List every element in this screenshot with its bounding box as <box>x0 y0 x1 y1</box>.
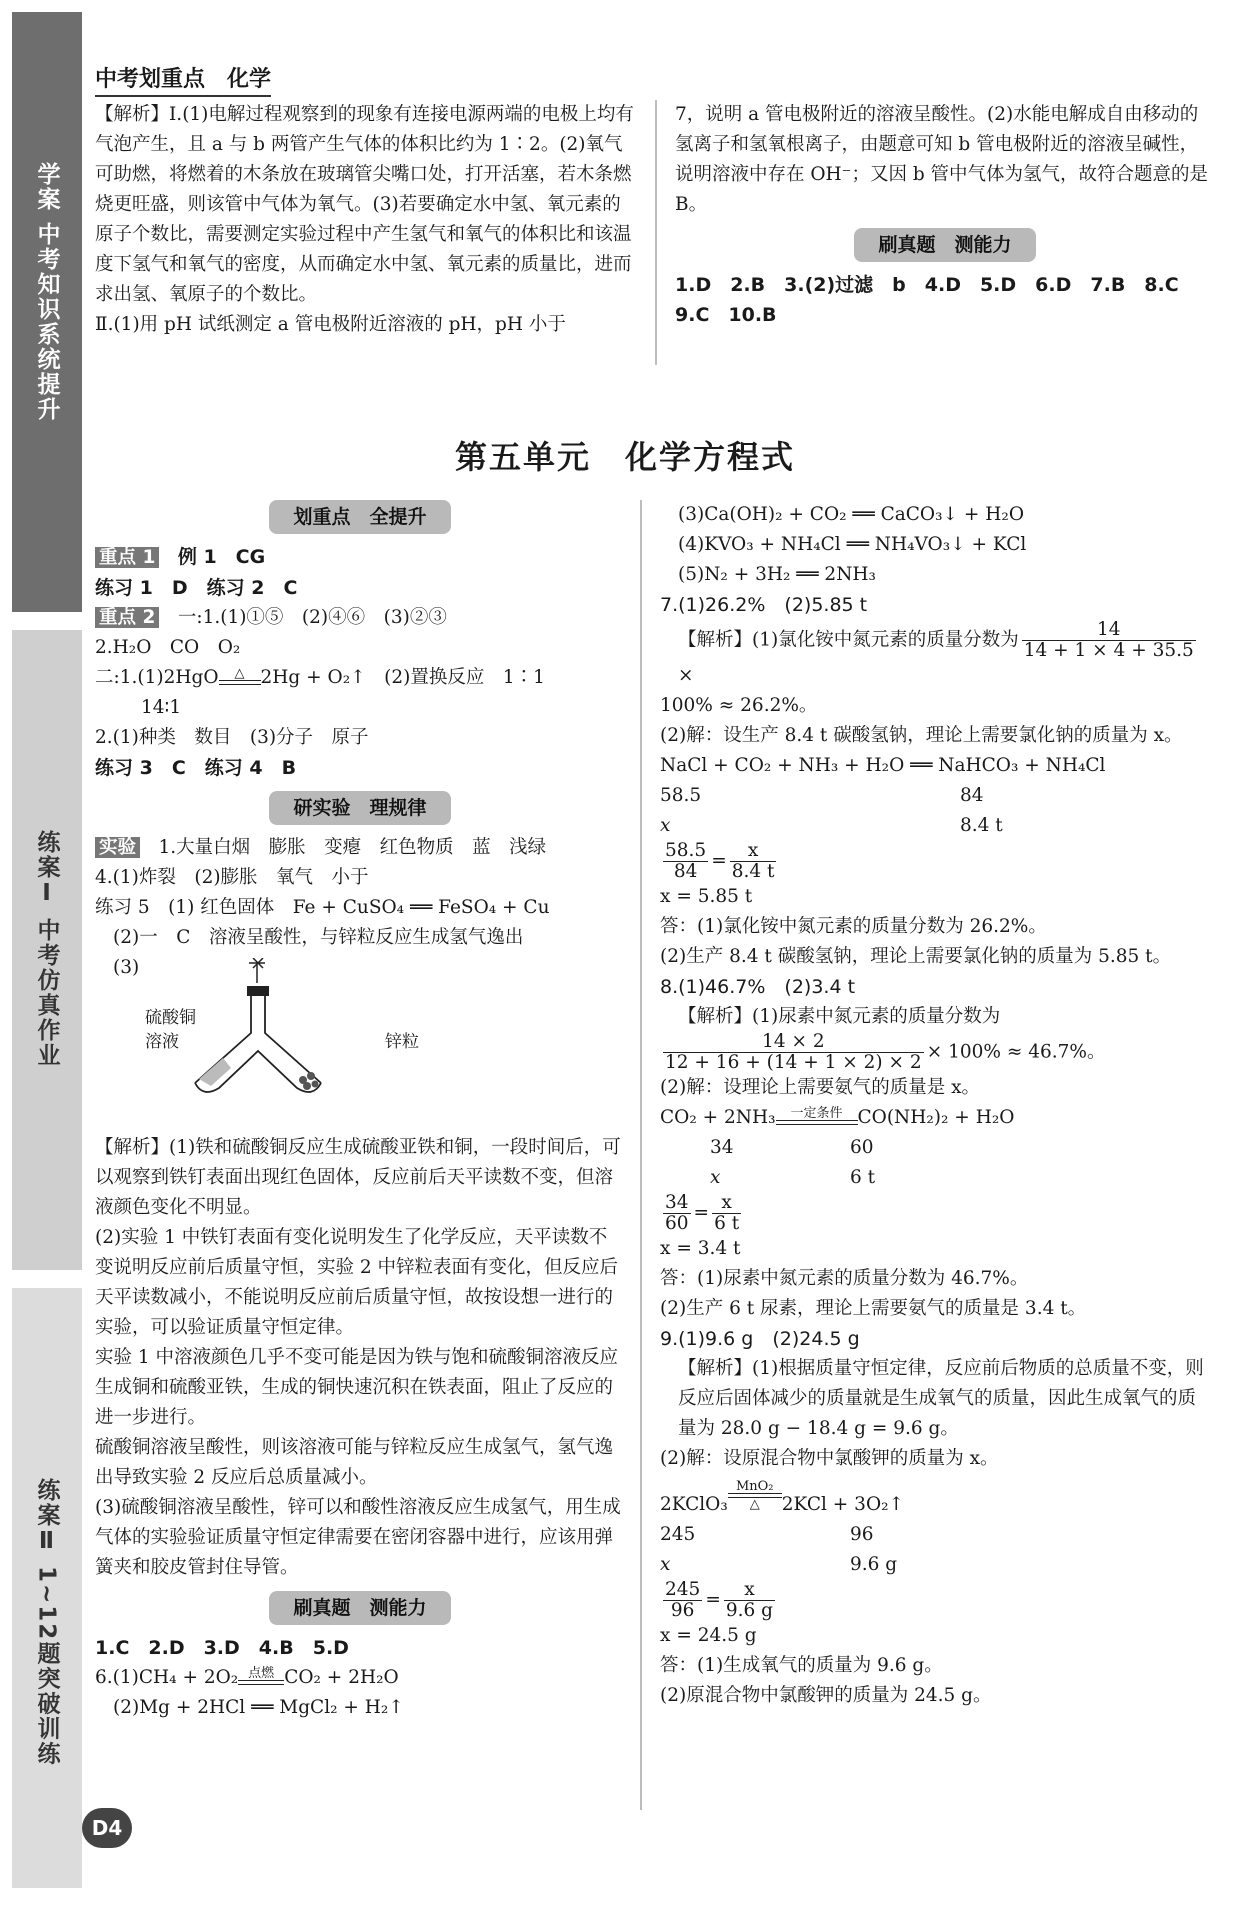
sidebar-tab-practice-2: 练案Ⅱ 1~12题突破训练 <box>12 1288 82 1888</box>
result-line: x = 24.5 g <box>660 1625 757 1646</box>
analysis-paragraph: 7，说明 a 管电极附近的溶液呈酸性。(2)水能电解成自由移动的氢离子和氢氧根离子，由题意可知 b 管电极附近的溶液呈碱性，说明溶液中存在 OH⁻；又因 b 管中气体为氢气，故符合题意的是 B。 <box>675 104 1209 215</box>
answer-line: 7.(1)26.2% (2)5.85 t <box>660 594 868 616</box>
analysis-line: 【解析】(1)氯化铵中氮元素的质量分数为 $\frac{14}{14 + 1 \times 4 + 35.5}$ × <box>678 619 1194 686</box>
answer-line: 8.(1)46.7% (2)3.4 t <box>660 976 856 998</box>
figure-label: 锌粒 <box>385 1032 419 1052</box>
right-column <box>660 500 1210 1711</box>
analysis-paragraph: 硫酸铜溶液呈酸性，则该溶液可能与锌粒反应生成氢气，氢气逸出导致实验 2 反应后总质量减小。 <box>95 1437 614 1488</box>
exercise-answers: 练习 3 C 练习 4 B <box>95 757 297 779</box>
figure-label: 硫酸铜 <box>145 1008 196 1028</box>
answer-line: (3) <box>113 957 140 978</box>
answer-statement: 答：(1)生成氧气的质量为 9.6 g。 <box>660 1655 943 1676</box>
analysis-line: 【解析】(1)尿素中氮元素的质量分数为 <box>678 1006 1001 1027</box>
analysis-line: (2)解：设原混合物中氯酸钾的质量为 x。 <box>660 1448 999 1469</box>
answer-line: 1.大量白烟 膨胀 变瘪 红色物质 蓝 浅绿 <box>158 837 547 858</box>
mass-row: 58.5 84 <box>660 785 984 806</box>
answer-statement: (2)生产 6 t 尿素，理论上需要氨气的质量是 3.4 t。 <box>660 1298 1087 1319</box>
top-left-column <box>95 100 635 340</box>
analysis-line: 100% ≈ 26.2%。 <box>660 695 818 716</box>
answer-statement: (2)原混合物中氯酸钾的质量为 24.5 g。 <box>660 1685 992 1706</box>
equation-line: (2)Mg + 2HCl ══ MgCl₂ + H₂↑ <box>113 1697 404 1718</box>
key-point-tag: 重点 2 <box>95 607 159 628</box>
analysis-line: (2)解：设生产 8.4 t 碳酸氢钠，理论上需要氯化钠的质量为 x。 <box>660 725 1183 746</box>
mass-row: x 8.4 t <box>660 815 1003 836</box>
page-number: D4 <box>82 1808 132 1848</box>
top-right-column <box>675 100 1215 330</box>
equation-line: (4)KVO₃ + NH₄Cl ══ NH₄VO₃↓ + KCl <box>678 534 1027 555</box>
answer-statement: 答：(1)尿素中氮元素的质量分数为 46.7%。 <box>660 1268 1029 1289</box>
equation-line: 6.(1)CH₄ + 2O₂ 点燃 CO₂ + 2H₂O <box>95 1666 399 1688</box>
section-banner: 刷真题 测能力 <box>854 228 1035 262</box>
exercise-answers: 练习 1 D 练习 2 C <box>95 577 298 599</box>
proportion: $\frac{245}{96}$ = $\frac{x}{9.6 g}$ <box>665 1579 773 1621</box>
section-banner: 划重点 全提升 <box>269 500 450 534</box>
section-banner: 刷真题 测能力 <box>269 1591 450 1625</box>
mass-row: 245 96 <box>660 1524 874 1545</box>
answer-line: 14∶1 <box>141 697 182 718</box>
answer-line: 练习 5 (1) 红色固体 Fe + CuSO₄ ══ FeSO₄ + Cu <box>95 897 550 918</box>
proportion: $\frac{58.5}{84}$ = $\frac{x}{8.4 t}$ <box>665 840 775 882</box>
key-point-tag: 重点 1 <box>95 547 159 568</box>
analysis-line: $\frac{14 \times 2}{12 + 16 + (14 + 1 \times 2) \times 2}$ × 100% ≈ 46.7%。 <box>665 1031 1106 1073</box>
answer-line: 4.(1)炸裂 (2)膨胀 氧气 小于 <box>95 867 369 888</box>
left-column <box>95 500 625 1723</box>
result-line: x = 3.4 t <box>660 1238 741 1259</box>
column-divider <box>640 500 642 1810</box>
equation-line: 二:1.(1)2HgO △ 2Hg + O₂↑ (2)置换反应 1∶1 <box>95 666 545 688</box>
answer-statement: (2)生产 8.4 t 碳酸氢钠，理论上需要氯化钠的质量为 5.85 t。 <box>660 946 1172 967</box>
figure-label: 溶液 <box>145 1032 179 1052</box>
equation-line: NaCl + CO₂ + NH₃ + H₂O ══ NaHCO₃ + NH₄Cl <box>660 755 1106 776</box>
equation-line: (3)Ca(OH)₂ + CO₂ ══ CaCO₃↓ + H₂O <box>678 504 1024 525</box>
analysis-line: (2)解：设理论上需要氨气的质量是 x。 <box>660 1077 981 1098</box>
y-tube-diagram <box>175 958 415 1108</box>
answer-statement: 答：(1)氯化铵中氮元素的质量分数为 26.2%。 <box>660 916 1047 937</box>
equation-line: 2KClO₃ MnO₂ △ 2KCl + 3O₂↑ <box>660 1479 905 1515</box>
equation-line: CO₂ + 2NH₃ 一定条件 CO(NH₂)₂ + H₂O <box>660 1106 1015 1128</box>
result-line: x = 5.85 t <box>660 886 753 907</box>
section-banner: 研实验 理规律 <box>269 791 450 825</box>
analysis-paragraph: 【解析】(1)根据质量守恒定律，反应前后物质的总质量不变，则反应后固体减少的质量就是生成氧气的质量，因此生成氧气的质量为 28.0 g − 18.4 g = 9.6 g。 <box>678 1358 1204 1439</box>
mass-row: x 9.6 g <box>660 1554 898 1575</box>
answer-line: 9.C 10.B <box>675 304 777 326</box>
analysis-paragraph: (3)硫酸铜溶液呈酸性，锌可以和酸性溶液反应生成氢气，用生成气体的实验验证质量守恒定律需要在密闭容器中进行，应该用弹簧夹和胶皮管封住导管。 <box>95 1497 621 1578</box>
apparatus-figure <box>95 983 625 1133</box>
experiment-tag: 实验 <box>95 837 140 858</box>
analysis-paragraph: 【解析】Ⅰ.(1)电解过程观察到的现象有连接电源两端的电极上均有气泡产生，且 a 与 b 两管产生气体的体积比约为 1∶2。(2)氧气可助燃，将燃着的木条放在玻璃管尖嘴口处，打开活塞，若木条燃烧更旺盛，则该管中气体为氧气。(3)若要确定水中氢、氧元素的原子个数比，需要测定实验过程中产生氢气和氧气的体积比和该温度下氢气和氧气的密度，从而确定水中氢、氧元素的质量比，进而求出氢、氧原子的个数比。 <box>95 104 634 305</box>
answer-line: 2.(1)种类 数目 (3)分子 原子 <box>95 727 369 748</box>
equation-line: (5)N₂ + 3H₂ ══ 2NH₃ <box>678 564 876 585</box>
answer-line: 1.C 2.D 3.D 4.B 5.D <box>95 1637 349 1659</box>
answer-line: 9.(1)9.6 g (2)24.5 g <box>660 1328 860 1350</box>
column-divider <box>655 100 657 365</box>
page-header: 中考划重点 化学 <box>95 62 271 97</box>
proportion: $\frac{34}{60}$ = $\frac{x}{6 t}$ <box>665 1192 740 1234</box>
mass-row: 34 60 <box>710 1137 874 1158</box>
sidebar-tab-study: 学案 中考知识系统提升 <box>12 12 82 612</box>
analysis-paragraph: 【解析】(1)铁和硫酸铜反应生成硫酸亚铁和铜，一段时间后，可以观察到铁钉表面出现红色固体，反应前后天平读数不变，但溶液颜色变化不明显。 <box>95 1137 621 1218</box>
unit-title: 第五单元 化学方程式 <box>454 438 795 476</box>
sidebar <box>12 12 82 1892</box>
answer-line: (2)一 C 溶液呈酸性，与锌粒反应生成氢气逸出 <box>113 927 524 948</box>
analysis-paragraph: (2)实验 1 中铁钉表面有变化说明发生了化学反应，天平读数不变说明反应前后质量守恒，实验 2 中锌粒表面有变化，但反应后天平读数减小，不能说明反应前后质量守恒，故按设想一进行的实验，可以验证质量守恒定律。 <box>95 1227 619 1338</box>
analysis-paragraph: Ⅱ.(1)用 pH 试纸测定 a 管电极附近溶液的 pH，pH 小于 <box>95 314 566 335</box>
answer-line: 1.D 2.B 3.(2)过滤 b 4.D 5.D 6.D 7.B 8.C <box>675 274 1179 296</box>
analysis-paragraph: 实验 1 中溶液颜色几乎不变可能是因为铁与饱和硫酸铜溶液反应生成铜和硫酸亚铁，生成的铜快速沉积在铁表面，阻止了反应的进一步进行。 <box>95 1347 619 1428</box>
mass-row: x 6 t <box>710 1167 876 1188</box>
example-answer: 例 1 CG <box>177 546 266 568</box>
answer-line: 2.H₂O CO O₂ <box>95 637 241 658</box>
sidebar-tab-practice-1: 练案Ⅰ 中考仿真作业 <box>12 630 82 1270</box>
answer-line: 一:1.(1)①⑤ (2)④⑥ (3)②③ <box>177 607 447 628</box>
